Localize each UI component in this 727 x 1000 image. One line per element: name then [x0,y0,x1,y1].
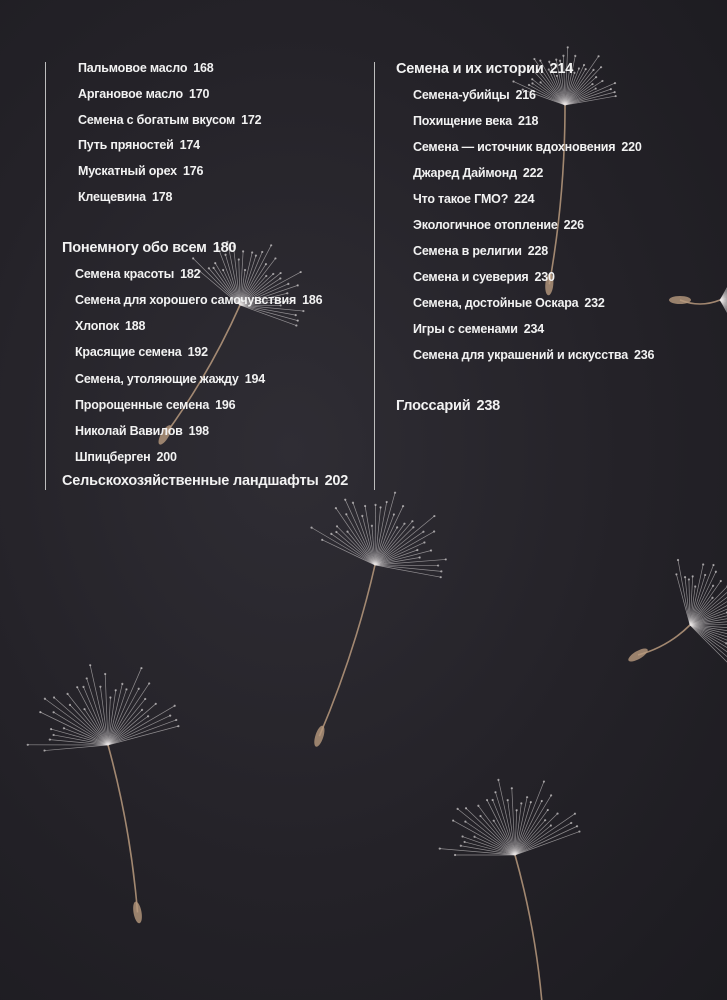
seed-filament-tip [512,80,514,82]
entry-page: 216 [515,88,536,102]
toc-entry[interactable] [413,88,536,102]
seed-filament-tip [82,686,84,688]
seed-filament-tip [144,698,146,700]
seed-filament [375,565,441,571]
seed-filament-tip [138,688,140,690]
seed-filament-tip [457,808,459,810]
seed-filament-tip [335,507,337,509]
seed-filament-tip [422,531,424,533]
dandelion-seed [439,779,581,1000]
seed-filament-tip [335,531,337,533]
entry-title: Семена — источник вдохновения [413,140,616,154]
entry-page: 188 [125,319,146,333]
seed-filament-tip [715,571,717,573]
seed-filament [54,697,108,745]
entry-page: 228 [527,244,548,258]
seed-filament-tip [574,813,576,815]
seed-filament-tip [595,76,597,78]
seed-filament-tip [591,83,593,85]
seed-filament-tip [688,578,690,580]
toc-entry[interactable] [75,267,200,281]
seed-filament-tip [155,703,157,705]
section-title: Семена и их истории [396,61,544,77]
right-column-rule [374,62,375,490]
seed-filament-tip [439,848,441,850]
seed-stem [165,305,240,435]
seed-filament-tip [76,686,78,688]
seed-filament-tip [89,664,91,666]
seed-filament-tip [684,576,686,578]
seed-filament-tip [493,820,495,822]
seed-filament-tip [492,799,494,801]
seed-filament-tip [121,683,123,685]
entry-title: Семена для украшений и искусства [413,348,628,362]
entry-title: Что такое ГМО? [413,192,509,206]
section-title: Глоссарий [396,398,471,414]
entry-page: 220 [621,140,642,154]
seed-filament-tip [592,69,594,71]
seed-filament-tip [272,273,274,275]
seed-filament-tip [52,711,54,713]
seed-filament-tip [251,251,253,253]
entry-page: 186 [302,293,323,307]
seed-filament-tip [452,819,454,821]
seed-filament-tip [169,714,171,716]
seed-filament-tip [694,585,696,587]
seed-filament-tip [177,725,179,727]
toc-entry[interactable] [413,244,548,258]
seed-filament-tip [583,64,585,66]
seed-filament-tip [39,711,41,713]
entry-page: 176 [182,164,204,178]
seed-filament-tip [396,526,398,528]
entry-title: Хлопок [75,319,119,333]
toc-entry[interactable] [75,372,265,386]
toc-entry[interactable] [413,218,584,232]
seed-filament-tip [192,257,194,259]
seed-filament-tip [287,283,289,285]
entry-title: Семена с богатым вкусом [78,113,236,127]
seed-filament [108,689,139,745]
entry-page: 170 [188,87,210,101]
toc-entry[interactable] [78,61,214,75]
seed-filament [375,565,438,566]
seed-filament-tip [50,728,52,730]
toc-entry[interactable] [75,450,177,464]
seed-filament-tip [66,693,68,695]
seed-filament-tip [465,807,467,809]
seed-body [669,296,691,304]
toc-section-heading[interactable] [62,240,236,256]
seed-filament-tip [531,78,533,80]
toc-entry[interactable] [78,190,172,204]
seed-filament-tip [692,575,694,577]
seed-filament-tip [460,845,462,847]
entry-title: Семена, достойные Оскара [413,296,579,310]
seed-filament-tip [270,244,272,246]
toc-entry[interactable] [75,398,235,412]
seed-filament-tip [238,258,240,260]
seed-filament-tip [222,269,224,271]
seed-filament-tip [386,501,388,503]
entry-page: 236 [633,348,655,362]
entry-page: 234 [523,322,545,336]
entry-title: Экологичное отопление [413,218,558,232]
seed-stem [549,105,565,284]
entry-page: 198 [188,424,209,438]
seed-filament-tip [244,269,246,271]
toc-entry[interactable] [78,87,209,101]
entry-page: 218 [517,114,539,128]
seed-filament-tip [547,809,549,811]
entry-page: 230 [534,270,555,284]
seed-filament-tip [148,682,150,684]
seed-filament-tip [310,527,312,529]
seed-filament-tip [526,796,528,798]
section-page: 180 [212,240,237,256]
seed-filament-tip [615,95,617,97]
seed-filament-tip [99,686,101,688]
seed-filament-tip [533,58,535,60]
seed-filament-tip [720,580,722,582]
entry-page: 222 [522,166,544,180]
seed-filament-tip [175,719,177,721]
seed-filament-tip [556,812,558,814]
seed-filament-tip [550,794,552,796]
dandelion-seed [310,492,446,748]
seed-filament-tip [473,836,475,838]
seed-filament-tip [516,809,518,811]
seed-filament-tip [711,597,713,599]
seed-filament-tip [141,709,143,711]
seed-filament-tip [497,779,499,781]
seed-filament [312,528,375,565]
seed-body [312,724,326,747]
seed-filament-tip [300,271,302,273]
seed-filament-tip [214,262,216,264]
seed-filament-tip [265,275,267,277]
toc-entry[interactable] [75,319,145,333]
seed-filament-tip [601,80,603,82]
seed-filament-tip [550,824,552,826]
seed-filament-tip [394,492,396,494]
seed-filament-tip [411,520,413,522]
entry-page: 168 [193,61,214,75]
seed-filament-tip [531,82,533,84]
seed-filament-tip [520,802,522,804]
entry-title: Шпицберген [75,450,151,464]
seed-filament-tip [567,46,569,48]
entry-title: Семена для хорошего самочувствия [75,293,297,307]
seed-filament-tip [677,559,679,561]
seed-stem [515,855,543,1000]
section-title: Сельскохозяйственные ландшафты [62,473,319,489]
seed-filament-tip [255,254,257,256]
seed-filament-tip [345,513,347,515]
seed-filament-tip [330,533,332,535]
seed-filament-tip [321,539,323,541]
seed-filament-tip [104,673,106,675]
toc-entry[interactable] [413,140,642,154]
seed-filament-tip [597,55,599,57]
seed-filament [108,710,142,745]
seed-filament-tip [433,530,435,532]
seed-filament-tip [574,55,576,57]
toc-section-heading[interactable] [396,61,573,77]
entry-title: Мускатный орех [78,164,177,178]
seed-filament [676,574,690,625]
seed-filament-tip [507,799,509,801]
entry-title: Семена в религии [413,244,522,258]
seed-filament-tip [544,819,546,821]
section-page: 238 [476,398,501,414]
seed-stem [319,565,375,736]
seed-filament-tip [52,734,54,736]
seed-filament [678,560,690,625]
seed-filament-tip [412,526,414,528]
seed-filament-tip [297,320,299,322]
seed-filament-tip [578,67,580,69]
seed-filament-tip [610,88,612,90]
seed-filament-tip [280,272,282,274]
seed-filament-tip [461,835,463,837]
seed-filament-tip [477,805,479,807]
seed-filament-tip [702,563,704,565]
seed-filament-tip [279,277,281,279]
seed-stem [108,745,138,912]
seed-filament-tip [704,574,706,576]
seed-filament-tip [261,251,263,253]
seed-filament-tip [437,564,439,566]
toc-entry[interactable] [413,348,654,362]
seed-filament-tip [530,801,532,803]
entry-title: Путь пряностей [78,138,174,152]
seed-filament-tip [352,502,354,504]
entry-title: Семена-убийцы [413,88,510,102]
seed-filament-tip [576,825,578,827]
seed-filament-tip [274,257,276,259]
entry-title: Николай Вавилов [75,424,183,438]
seed-filament-tip [346,531,348,533]
seed-filament-tip [585,68,587,70]
toc-section-heading[interactable] [62,473,348,489]
seed-filament-tip [712,585,714,587]
seed-filament-tip [242,250,244,252]
seed-filament-tip [69,704,71,706]
seed-filament [108,716,170,745]
seed-filament-tip [528,84,530,86]
entry-page: 172 [241,113,262,127]
seed-filament-tip [44,698,46,700]
seed-filament-tip [147,715,149,717]
entry-title: Похищение века [413,114,512,128]
toc-entry[interactable] [78,138,200,152]
entry-page: 196 [215,398,236,412]
seed-filament-tip [43,749,45,751]
entry-title: Красящие семена [75,345,182,359]
entry-page: 178 [151,190,173,204]
left-column-rule [45,62,46,490]
seed-filament-tip [109,696,111,698]
seed-filament-tip [393,513,395,515]
seed-filament-tip [486,799,488,801]
toc-entry[interactable] [413,192,534,206]
toc-entry[interactable] [75,345,208,359]
seed-filament [44,745,108,751]
section-page: 214 [549,61,574,77]
seed-filament-tip [361,515,363,517]
seed-filament-tip [433,515,435,517]
seed-filament [690,625,727,667]
seed-filament-tip [419,556,421,558]
seed-filament-tip [573,72,575,74]
seed-filament-tip [570,822,572,824]
seed-filament [345,500,375,565]
seed-filament-tip [712,564,714,566]
seed-filament-tip [379,506,381,508]
seed-filament-tip [364,505,366,507]
seed-filament-tip [416,549,418,551]
dandelion-seed [669,260,727,339]
entry-title: Семена красоты [75,267,175,281]
seed-filament-tip [562,55,564,57]
dandelion-seed [27,664,180,924]
seed-filament-tip [543,780,545,782]
seed-filament-tip [402,505,404,507]
seed-filament-tip [600,66,602,68]
seed-filament-tip [86,677,88,679]
seed-filament-tip [125,688,127,690]
entry-page: 224 [514,192,535,206]
seed-filament-tip [541,800,543,802]
seed-body [132,901,144,924]
seed-filament-tip [614,82,616,84]
toc-entry[interactable] [413,322,544,336]
seed-filament-tip [371,525,373,527]
seed-filament-tip [295,324,297,326]
seed-filament-tip [454,854,456,856]
entry-page: 226 [563,218,584,232]
entry-page: 194 [244,372,265,386]
entry-title: Пальмовое масло [78,61,188,75]
entry-title: Семена, утоляющие жажду [75,372,239,386]
seed-filament-tip [265,263,267,265]
entry-title: Клещевина [78,190,146,204]
seed-filament-tip [445,558,447,560]
seed-filament-tip [675,573,677,575]
seed-filament-tip [403,523,405,525]
seed-filament-tip [49,738,51,740]
seed-filament [375,565,441,577]
entry-page: 200 [156,450,177,464]
toc-section-heading[interactable] [396,398,500,414]
entry-page: 182 [180,267,201,281]
seed-filament-tip [344,499,346,501]
seed-body [627,646,650,664]
seed-filament-tip [463,841,465,843]
seed-filament-tip [374,504,376,506]
entry-page: 192 [187,345,208,359]
toc-entry[interactable] [413,166,543,180]
entry-title: Джаред Даймонд [413,166,517,180]
entry-title: Пророщенные семена [75,398,210,412]
seed-filament-tip [302,310,304,312]
dandelion-seed [627,559,727,669]
seed-filament-tip [423,541,425,543]
seed-filament-tip [595,87,597,89]
seed-filament-tip [464,821,466,823]
toc-entry[interactable] [78,164,203,178]
entry-page: 174 [179,138,200,152]
seed-filament-tip [430,549,432,551]
toc-entry[interactable] [75,293,322,307]
seed-filament-tip [440,570,442,572]
seed-filament-tip [140,667,142,669]
seed-filament [240,305,298,321]
seed-filament-tip [212,267,214,269]
entry-page: 232 [584,296,605,310]
seed-filament-tip [614,91,616,93]
seed-filament-tip [336,525,338,527]
seed-filament-tip [208,267,210,269]
seed-filament-tip [297,284,299,286]
seed-filament-tip [539,81,541,83]
seed-filament-tip [83,708,85,710]
seed-filament-tip [295,314,297,316]
toc-entry[interactable] [413,296,605,310]
toc-entry[interactable] [413,270,555,284]
seed-filament [108,706,175,745]
toc-entry[interactable] [78,113,261,127]
seed-filament-tip [63,727,65,729]
seed-filament [690,625,727,637]
seed-filament-tip [53,696,55,698]
toc-entry[interactable] [413,114,538,128]
section-title: Понемногу обо всем [62,240,207,256]
seed-filament-tip [115,689,117,691]
toc-entry[interactable] [75,424,209,438]
entry-title: Аргановое масло [78,87,183,101]
seed-filament [375,505,376,565]
seed-filament-tip [494,791,496,793]
seed-filament-tip [174,705,176,707]
seed-filament-tip [440,576,442,578]
entry-title: Семена и суеверия [413,270,529,284]
seed-filament-tip [27,744,29,746]
seed-filament [240,305,296,326]
section-page: 202 [324,473,349,489]
seed-filament-tip [511,787,513,789]
seed-filament-tip [479,815,481,817]
seed-filament-tip [578,830,580,832]
entry-title: Игры с семенами [413,322,518,336]
